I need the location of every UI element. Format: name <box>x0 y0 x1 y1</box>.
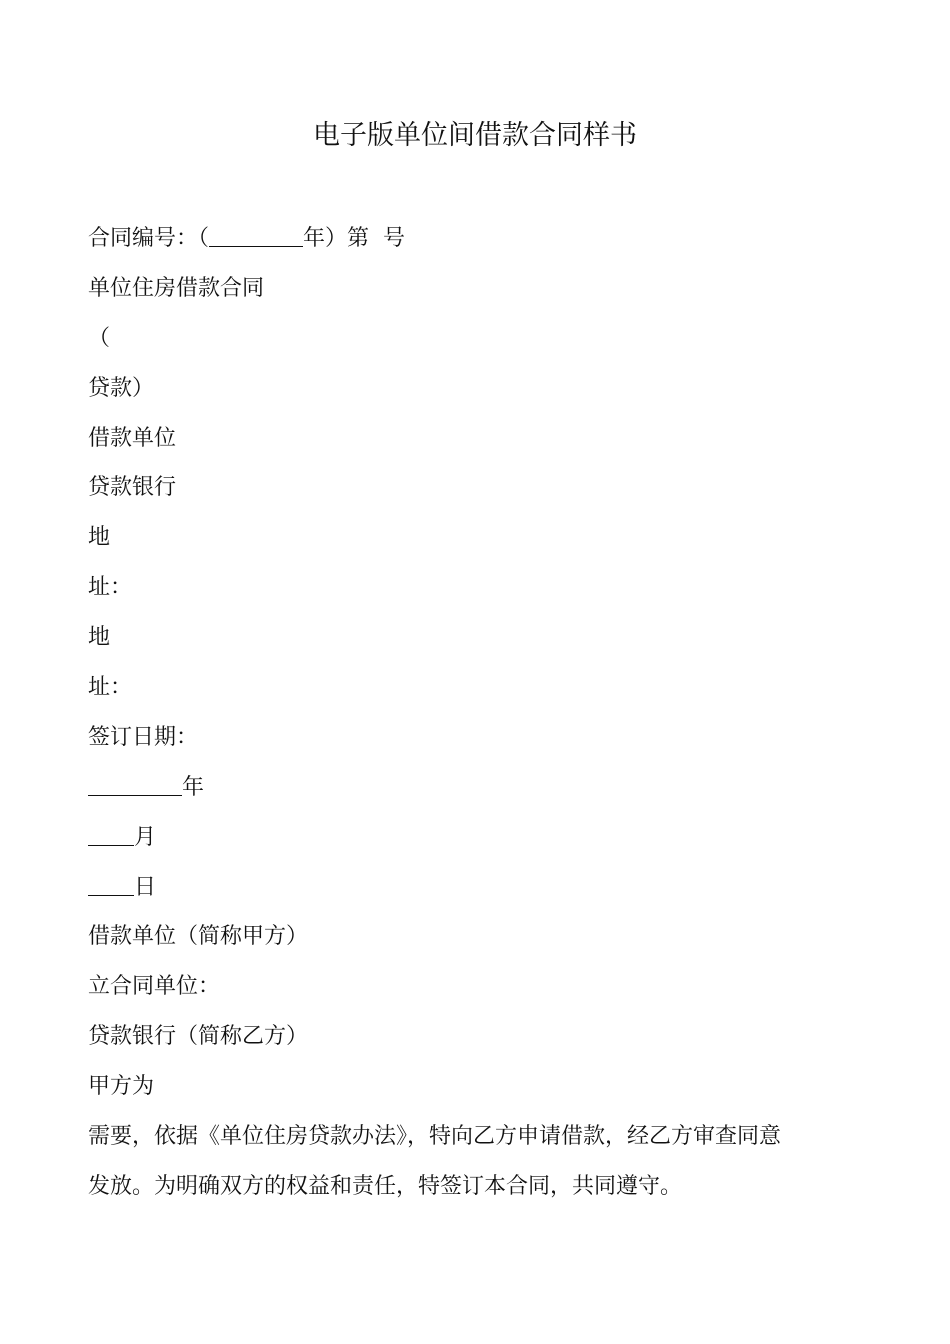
text-line: 贷款银行（简称乙方） <box>88 1024 309 1050</box>
date-day-blank <box>88 873 134 896</box>
date-year-line <box>88 763 878 813</box>
text-line: 贷款） <box>88 375 155 401</box>
text-line: 借款单位（简称甲方） <box>88 924 309 950</box>
contract-number-line <box>88 214 878 264</box>
text-line: 借款单位 <box>88 425 177 451</box>
text-line: 地 <box>88 625 111 651</box>
text-line: 签订日期： <box>88 724 199 750</box>
date-month-line <box>88 813 878 863</box>
date-day-label: 日 <box>134 874 157 900</box>
paragraph-line: 需要，依据《单位住房贷款办法》，特向乙方申请借款，经乙方审查同意 <box>88 1124 782 1150</box>
text-line: 单位住房借款合同 <box>88 275 265 301</box>
document-title: 电子版单位间借款合同样书 <box>313 120 637 151</box>
contract-number-suffix: 号 <box>383 226 406 251</box>
text-line: （ <box>88 325 111 351</box>
text-line: 立合同单位： <box>88 974 221 1000</box>
text-line: 甲方为 <box>88 1074 155 1100</box>
text-line: 址： <box>88 575 133 601</box>
date-year-label: 年 <box>182 774 205 800</box>
contract-year-blank <box>209 224 303 247</box>
text-line: 址： <box>88 675 133 701</box>
document-body <box>88 214 878 1212</box>
paragraph-line: 发放。为明确双方的权益和责任，特签订本合同，共同遵守。 <box>88 1173 683 1199</box>
text-line: 地 <box>88 525 111 551</box>
text-line: 贷款银行 <box>88 475 177 501</box>
contract-number-label: 合同编号：（ <box>88 226 210 251</box>
date-month-blank <box>88 823 134 846</box>
date-year-blank <box>88 773 182 796</box>
date-month-label: 月 <box>134 824 157 850</box>
contract-year-suffix: 年）第 <box>303 226 370 251</box>
date-day-line <box>88 863 878 913</box>
